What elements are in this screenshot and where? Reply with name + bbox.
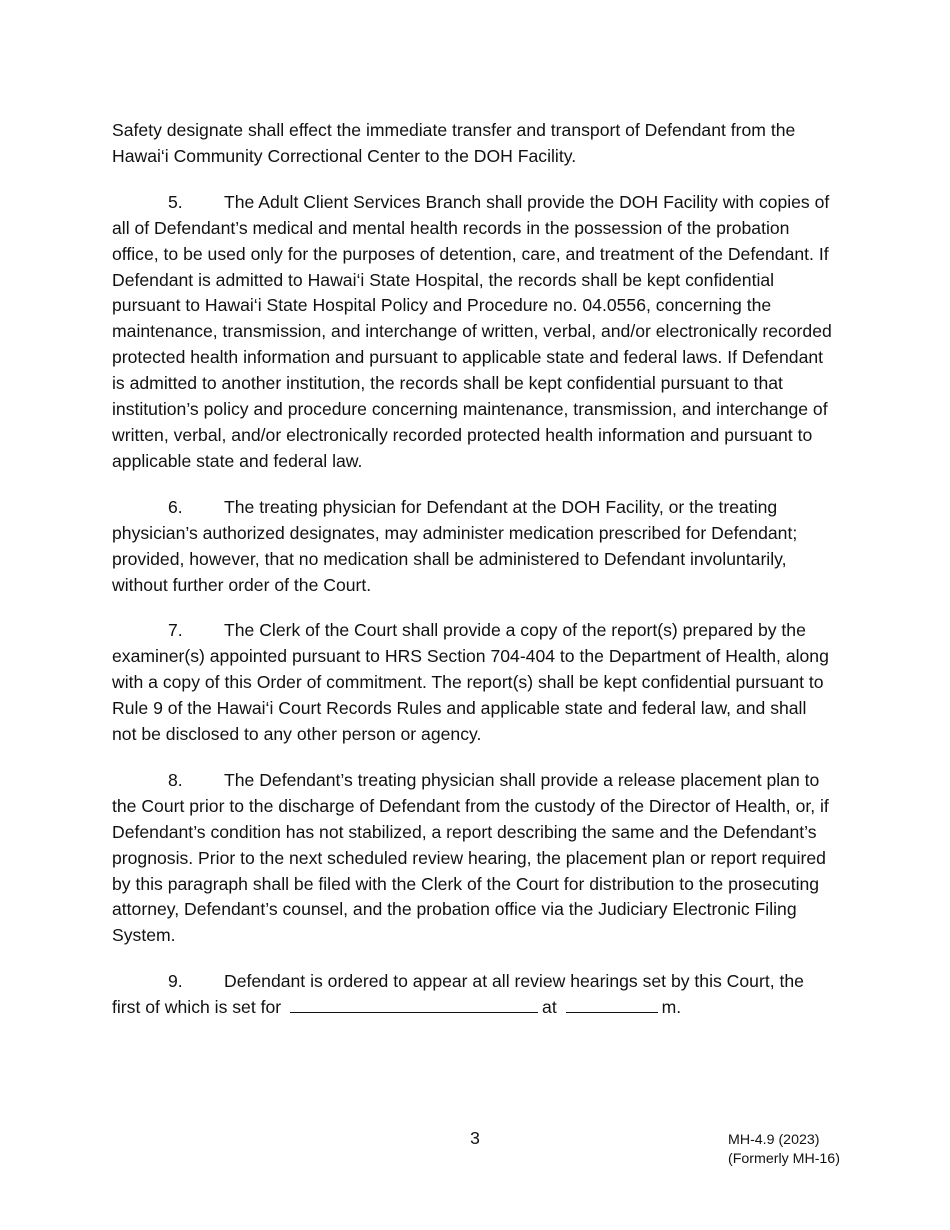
hearing-date-blank[interactable] (290, 996, 538, 1013)
paragraph-text: The Adult Client Services Branch shall provide the DOH Facility with copies of all of Defendant’s medical and mental health records in the possession of the probation office, to be used only for the purposes of detention, care, and treatment of the Defendant. If Defendant is admitted to Hawai‘i State Hospital, the records shall be kept confidential pursuant to Hawai‘i State Hospital Policy and Procedure no. 04.0556, concerning the maintenance, transmission, and interchange of written, verbal, and/or electronically recorded protected health information and pursuant to applicable state and federal laws. If Defendant is admitted to another institution, the records shall be kept confidential pursuant to that institution’s policy and procedure concerning maintenance, transmission, and interchange of written, verbal, and/or electronically recorded protected health information and pursuant to applicable state and federal law. (112, 191, 832, 471)
formerly-line: (Formerly MH-16) (728, 1151, 840, 1167)
hearing-text-at: at (542, 997, 557, 1018)
hearing-time-blank[interactable] (566, 996, 658, 1013)
paragraph-number: 8. (168, 769, 183, 790)
hearing-text-end: m. (661, 997, 682, 1018)
form-id-line: MH-4.9 (2023) (728, 1132, 820, 1148)
form-identifier (728, 1131, 840, 1169)
document-body (112, 118, 834, 1041)
paragraph-number: 9. (168, 971, 183, 992)
page-number: 3 (470, 1128, 480, 1148)
paragraph-7 (112, 618, 834, 748)
paragraph-6 (112, 495, 834, 599)
paragraph-number: 6. (168, 496, 183, 517)
paragraph-text: The treating physician for Defendant at the DOH Facility, or the treating physician’s authorized designates, may administer medication prescribed for Defendant; provided, however, that no medication shall be administered to Defendant involuntarily, without further order of the Court. (112, 496, 798, 595)
paragraph-number: 7. (168, 620, 183, 641)
hearing-text-start: Defendant is ordered to appear at all review hearings set by this Court, the first of which is set for (112, 971, 804, 1018)
paragraph-text: The Clerk of the Court shall provide a copy of the report(s) prepared by the examiner(s) appointed pursuant to HRS Section 704-404 to the Department of Health, along with a copy of this Order of commitment. The report(s) shall be kept confidential pursuant to Rule 9 of the Hawai‘i Court Records Rules and applicable state and federal law, and shall not be disclosed to any other person or agency. (112, 620, 829, 745)
paragraph-9 (112, 969, 834, 1021)
paragraph-text: The Defendant’s treating physician shall provide a release placement plan to the Court prior to the discharge of Defendant from the custody of the Director of Health, or, if Defendant’s condition has not stabilized, a report describing the same and the Defendant’s prognosis. Prior to the next scheduled review hearing, the placement plan or report required by this paragraph shall be filed with the Clerk of the Court for distribution to the prosecuting attorney, Defendant’s counsel, and the probation office via the Judiciary Electronic Filing System. (112, 769, 829, 946)
intro-paragraph: Safety designate shall effect the immediate transfer and transport of Defendant from the Hawai‘i Community Correctional Center to the DOH Facility. (112, 120, 796, 166)
paragraph-5 (112, 190, 834, 475)
paragraph-8 (112, 768, 834, 949)
paragraph-number: 5. (168, 191, 183, 212)
